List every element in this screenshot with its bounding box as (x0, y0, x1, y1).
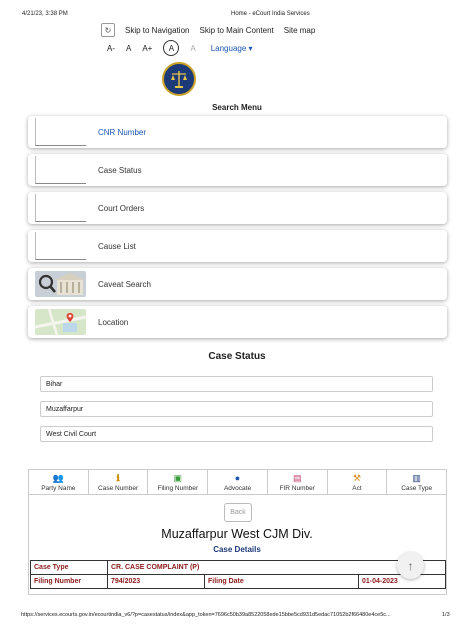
tab-label: Case Number (98, 484, 139, 492)
case-type-value: CR. CASE COMPLAINT (P) (108, 561, 446, 575)
state-select[interactable]: Bihar (40, 376, 433, 392)
tab-act[interactable] (328, 470, 388, 494)
tab-case-type[interactable] (387, 470, 446, 494)
filing-date-label: Filing Date (205, 575, 359, 589)
ecourts-emblem-logo (162, 62, 196, 96)
filing-number-label: Filing Number (31, 575, 108, 589)
tab-party-name[interactable] (29, 470, 89, 494)
menu-item-label: CNR Number (98, 127, 147, 137)
tab-label: Filing Number (157, 484, 199, 492)
tab-filing-number[interactable] (148, 470, 208, 494)
magnifier-building-icon (35, 271, 86, 297)
document-icon: ▥ (412, 472, 421, 483)
menu-item-label: Court Orders (98, 203, 145, 213)
tab-label: Advocate (223, 484, 252, 492)
normal-contrast-button[interactable]: A (190, 43, 196, 53)
map-pin-icon (35, 309, 86, 335)
table-row (31, 561, 446, 575)
font-normal-button[interactable]: A (126, 43, 132, 53)
print-page-number: 1/3 (442, 612, 450, 618)
tab-label: Case Type (401, 484, 433, 492)
arrow-up-icon: ↑ (407, 558, 414, 573)
language-label: Language (210, 43, 247, 53)
files-icon: ▣ (173, 472, 183, 483)
court-complex-select[interactable]: West Civil Court (40, 426, 433, 442)
table-row (31, 575, 446, 589)
language-dropdown[interactable] (211, 44, 253, 53)
case-status-thumbnail (35, 156, 86, 184)
skip-to-navigation-link[interactable]: Skip to Navigation (125, 25, 190, 35)
sitemap-link[interactable]: Site map (283, 25, 316, 35)
font-controls (107, 40, 253, 56)
gavel-icon: ⚒ (352, 472, 361, 483)
menu-item-caveat-search[interactable] (28, 268, 447, 300)
menu-item-label: Caveat Search (98, 279, 151, 289)
menu-item-cause-list[interactable] (28, 230, 447, 262)
scales-of-justice-icon (170, 69, 188, 89)
court-name: Muzaffarpur West CJM Div. (161, 527, 313, 541)
menu-item-label: Case Status (98, 165, 142, 175)
search-menu-heading: Search Menu (212, 103, 262, 112)
case-type-label: Case Type (31, 561, 108, 575)
menu-item-label: Location (98, 317, 129, 327)
tab-fir-number[interactable] (268, 470, 328, 494)
tab-label: Party Name (41, 484, 76, 492)
case-status-heading: Case Status (208, 351, 266, 362)
font-decrease-button[interactable]: A- (107, 43, 115, 53)
case-details-table (30, 560, 446, 589)
reload-icon[interactable]: ↻ (101, 23, 115, 37)
user-icon: ● (234, 472, 241, 483)
filing-number-value: 794/2023 (108, 575, 205, 589)
high-contrast-button[interactable]: A (163, 40, 179, 56)
caret-down-icon: ▾ (248, 43, 253, 53)
menu-item-court-orders[interactable] (28, 192, 447, 224)
tab-label: Act (352, 484, 362, 492)
filing-date-value: 01-04-2023 (359, 575, 446, 589)
skip-links-bar (101, 23, 315, 37)
menu-item-cnr-number[interactable] (28, 116, 447, 148)
court-orders-thumbnail (35, 194, 86, 222)
location-thumbnail (35, 309, 86, 335)
skip-to-main-content-link[interactable]: Skip to Main Content (199, 25, 274, 35)
print-datetime: 4/21/23, 3:38 PM (22, 11, 68, 17)
tab-advocate[interactable] (208, 470, 268, 494)
search-by-tabs (28, 469, 447, 495)
menu-item-location[interactable] (28, 306, 447, 338)
district-select[interactable]: Muzaffarpur (40, 401, 433, 417)
info-icon: ℹ (116, 472, 120, 483)
print-title: Home - eCourt India Services (231, 11, 310, 17)
scroll-to-top-button[interactable] (397, 552, 424, 579)
back-button[interactable]: Back (224, 503, 252, 522)
caveat-search-thumbnail (35, 271, 86, 297)
tab-label: FIR Number (279, 484, 315, 492)
fir-icon: ▤ (292, 472, 302, 483)
users-icon: 👥 (52, 472, 64, 483)
cause-list-thumbnail (35, 232, 86, 260)
menu-item-label: Cause List (98, 241, 136, 251)
cnr-thumbnail (35, 118, 86, 146)
case-details-heading: Case Details (213, 545, 261, 554)
tab-case-number[interactable] (89, 470, 149, 494)
font-increase-button[interactable]: A+ (142, 43, 153, 53)
print-url: https://services.ecourts.gov.in/ecourtindia_v6/?p=casestatus/index&app_token=7696c50b39a8522058ede15bbe5cd931d5edac71052b2f66480e4ce5c... (21, 612, 391, 618)
menu-item-case-status[interactable] (28, 154, 447, 186)
